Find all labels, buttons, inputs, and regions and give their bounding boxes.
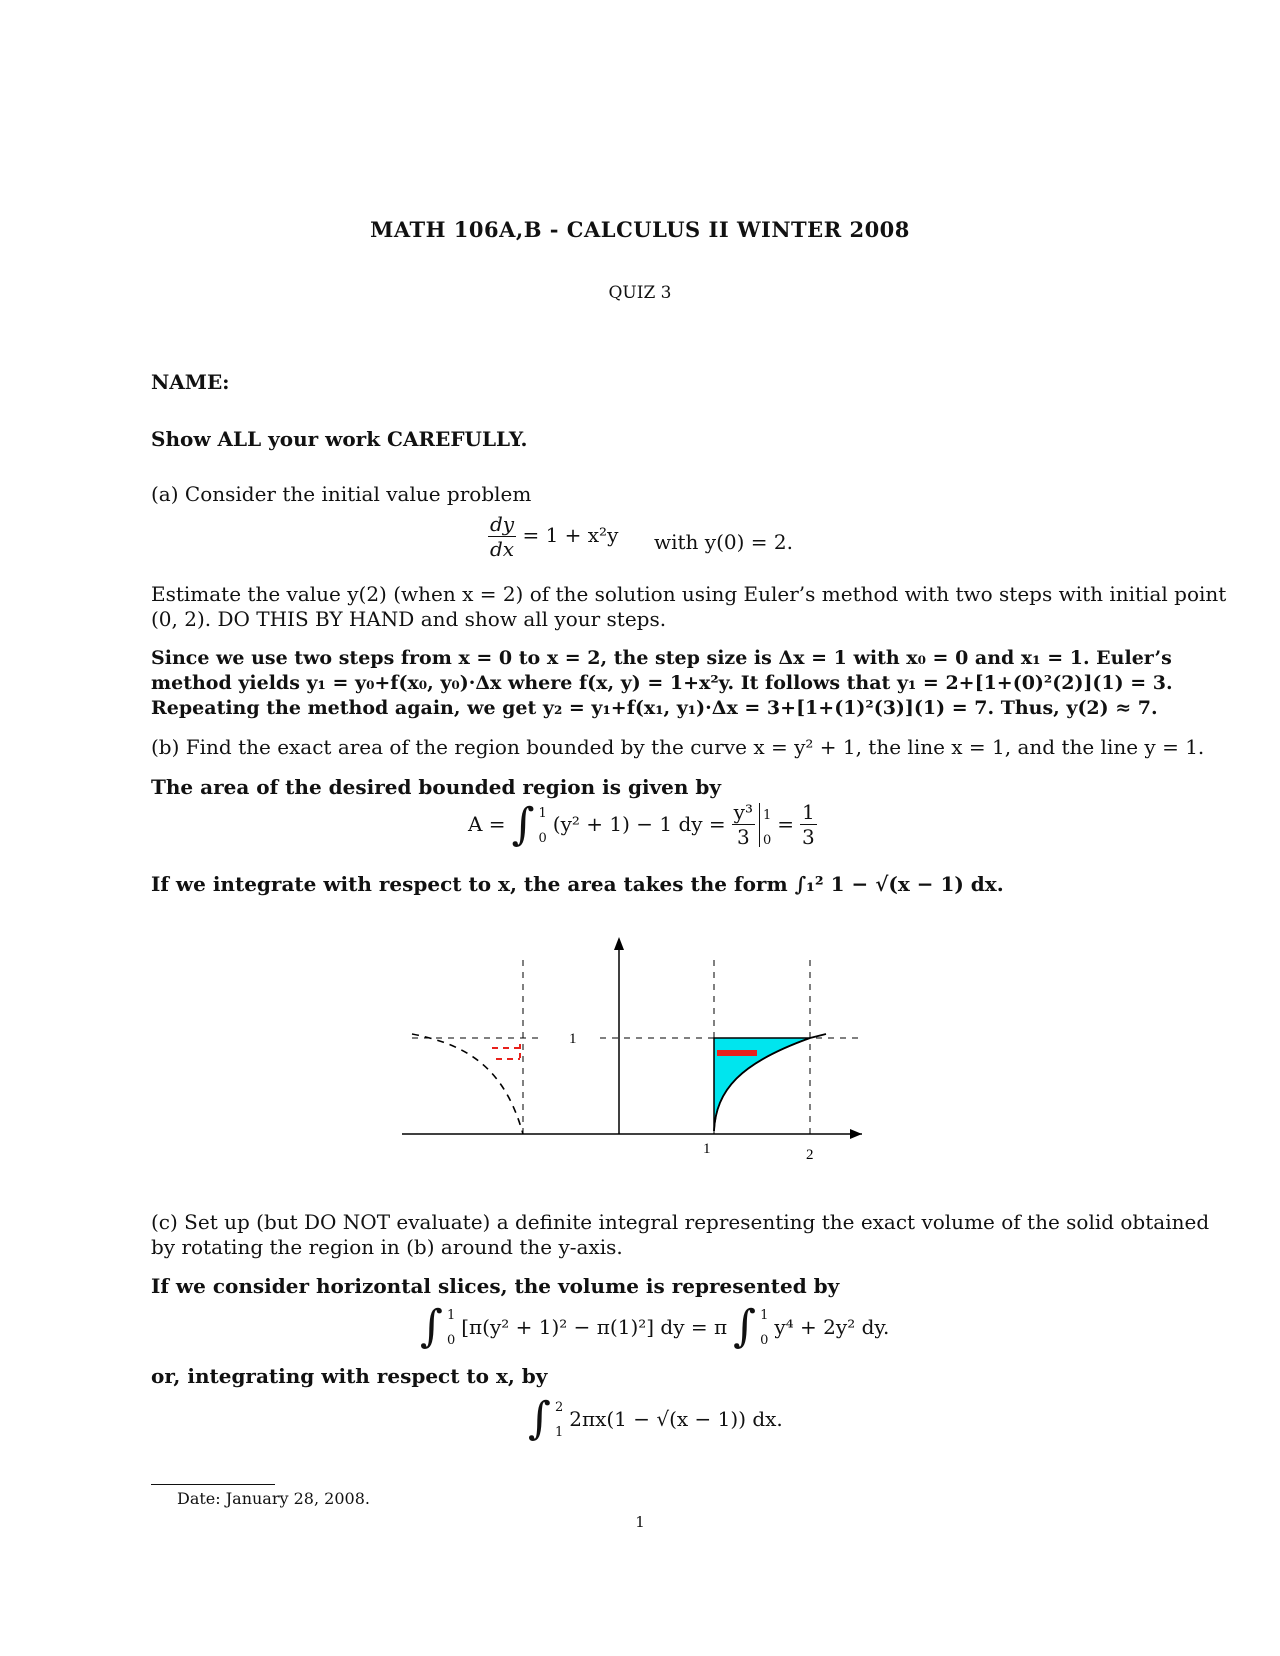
upper-limit: 1 — [538, 805, 547, 821]
result-den: 3 — [802, 825, 815, 849]
ode-equation — [488, 512, 618, 561]
part-a-question-2: (0, 2). DO THIS BY HAND and show all your steps. — [151, 607, 667, 631]
y-axis-arrow — [614, 937, 624, 950]
instruction: Show ALL your work CAREFULLY. — [151, 427, 528, 451]
part-a-question-1: Estimate the value y(2) (when x = 2) of the solution using Euler’s method with two steps with initial point — [151, 582, 1227, 606]
label-y1: 1 — [569, 1031, 577, 1047]
eval-lower: 0 — [763, 832, 772, 848]
integral-sign: ∫ — [420, 1301, 443, 1352]
label-x1: 1 — [703, 1141, 711, 1157]
lower-limit: 0 — [446, 1333, 456, 1348]
area-lhs: A = — [468, 812, 506, 836]
x-axis-arrow — [850, 1129, 862, 1139]
quiz-number: QUIZ 3 — [608, 283, 672, 303]
part-c-answer-intro: If we consider horizontal slices, the volume is represented by — [151, 1274, 840, 1298]
integral-sign-2: ∫ — [733, 1301, 757, 1352]
result-num: 1 — [802, 800, 815, 824]
volume-formula-x — [528, 1395, 783, 1443]
integral-limits — [447, 1303, 455, 1351]
alt-intro: or, integrating with respect to x, by — [151, 1364, 548, 1388]
upper-limit-2: 1 — [760, 1308, 769, 1323]
x-integration-form: If we integrate with respect to x, the area takes the form ∫₁² 1 − √(x − 1) dx. — [151, 872, 1004, 896]
integral-sign: ∫ — [528, 1393, 551, 1444]
region-figure — [395, 930, 875, 1160]
integral-limits — [555, 1395, 563, 1443]
part-b-answer-intro: The area of the desired bounded region is given by — [151, 775, 722, 799]
label-x2: 2 — [806, 1147, 814, 1160]
volume-integrand-2: y⁴ + 2y² dy. — [774, 1314, 890, 1339]
date-footnote: Date: January 28, 2008. — [177, 1489, 370, 1508]
eval-bar — [759, 803, 771, 847]
lower-limit-2: 0 — [760, 1333, 769, 1348]
eval-upper: 1 — [763, 807, 772, 823]
result-fraction — [800, 800, 817, 849]
part-b-question: (b) Find the exact area of the region bounded by the curve x = y² + 1, the line x = 1, and the line y = 1. — [151, 735, 1205, 759]
eval-fraction — [732, 800, 755, 849]
area-formula — [468, 800, 817, 849]
footnote-rule — [151, 1484, 275, 1485]
part-a-answer-3: Repeating the method again, we get y₂ = y₁+f(x₁, y₁)·Δx = 3+[1+(1)²(3)](1) = 7. Thus, y(2) ≈ 7. — [151, 697, 1158, 719]
integral-limits — [539, 801, 547, 849]
upper-limit: 1 — [446, 1308, 456, 1323]
page-title: MATH 106A,B - CALCULUS II WINTER 2008 — [370, 217, 910, 242]
eval-num: y³ — [733, 800, 753, 824]
volume-integrand: [π(y² + 1)² − π(1)²] dy = π — [461, 1314, 728, 1339]
eval-den: 3 — [736, 825, 750, 849]
ode-num: dy — [490, 512, 515, 536]
area-integrand: (y² + 1) − 1 dy = — [552, 812, 726, 836]
lower-limit: 1 — [554, 1425, 564, 1440]
page-number: 1 — [635, 1513, 645, 1531]
integral-limits-2 — [760, 1303, 768, 1351]
ode-condition: with y(0) = 2. — [654, 530, 793, 554]
part-c-question-1: (c) Set up (but DO NOT evaluate) a definite integral representing the exact volume of the solid obtained — [151, 1210, 1210, 1234]
part-c-question-2: by rotating the region in (b) around the y-axis. — [151, 1235, 623, 1259]
ode-rhs: = 1 + x²y — [522, 523, 619, 547]
ode-den: dx — [490, 537, 515, 561]
integral-sign: ∫ — [511, 798, 535, 850]
upper-limit: 2 — [554, 1400, 564, 1415]
name-label: NAME: — [151, 370, 230, 394]
lower-limit: 0 — [538, 830, 547, 846]
ode-derivative — [488, 512, 516, 561]
volume-formula-y — [420, 1303, 889, 1351]
shell-integrand: 2πx(1 − √(x − 1)) dx. — [569, 1406, 783, 1431]
part-a-answer-2: method yields y₁ = y₀+f(x₀, y₀)·Δx where f(x, y) = 1+x²y. It follows that y₁ = 2+[1+(0)²(2)](1) = 3. — [151, 672, 1173, 694]
part-a-intro: (a) Consider the initial value problem — [151, 482, 532, 506]
horizontal-slice — [717, 1050, 757, 1056]
result-eq: = — [777, 812, 795, 836]
part-a-answer-1: Since we use two steps from x = 0 to x = 2, the step size is Δx = 1 with x₀ = 0 and x₁ = 1. Euler’s — [151, 647, 1172, 669]
